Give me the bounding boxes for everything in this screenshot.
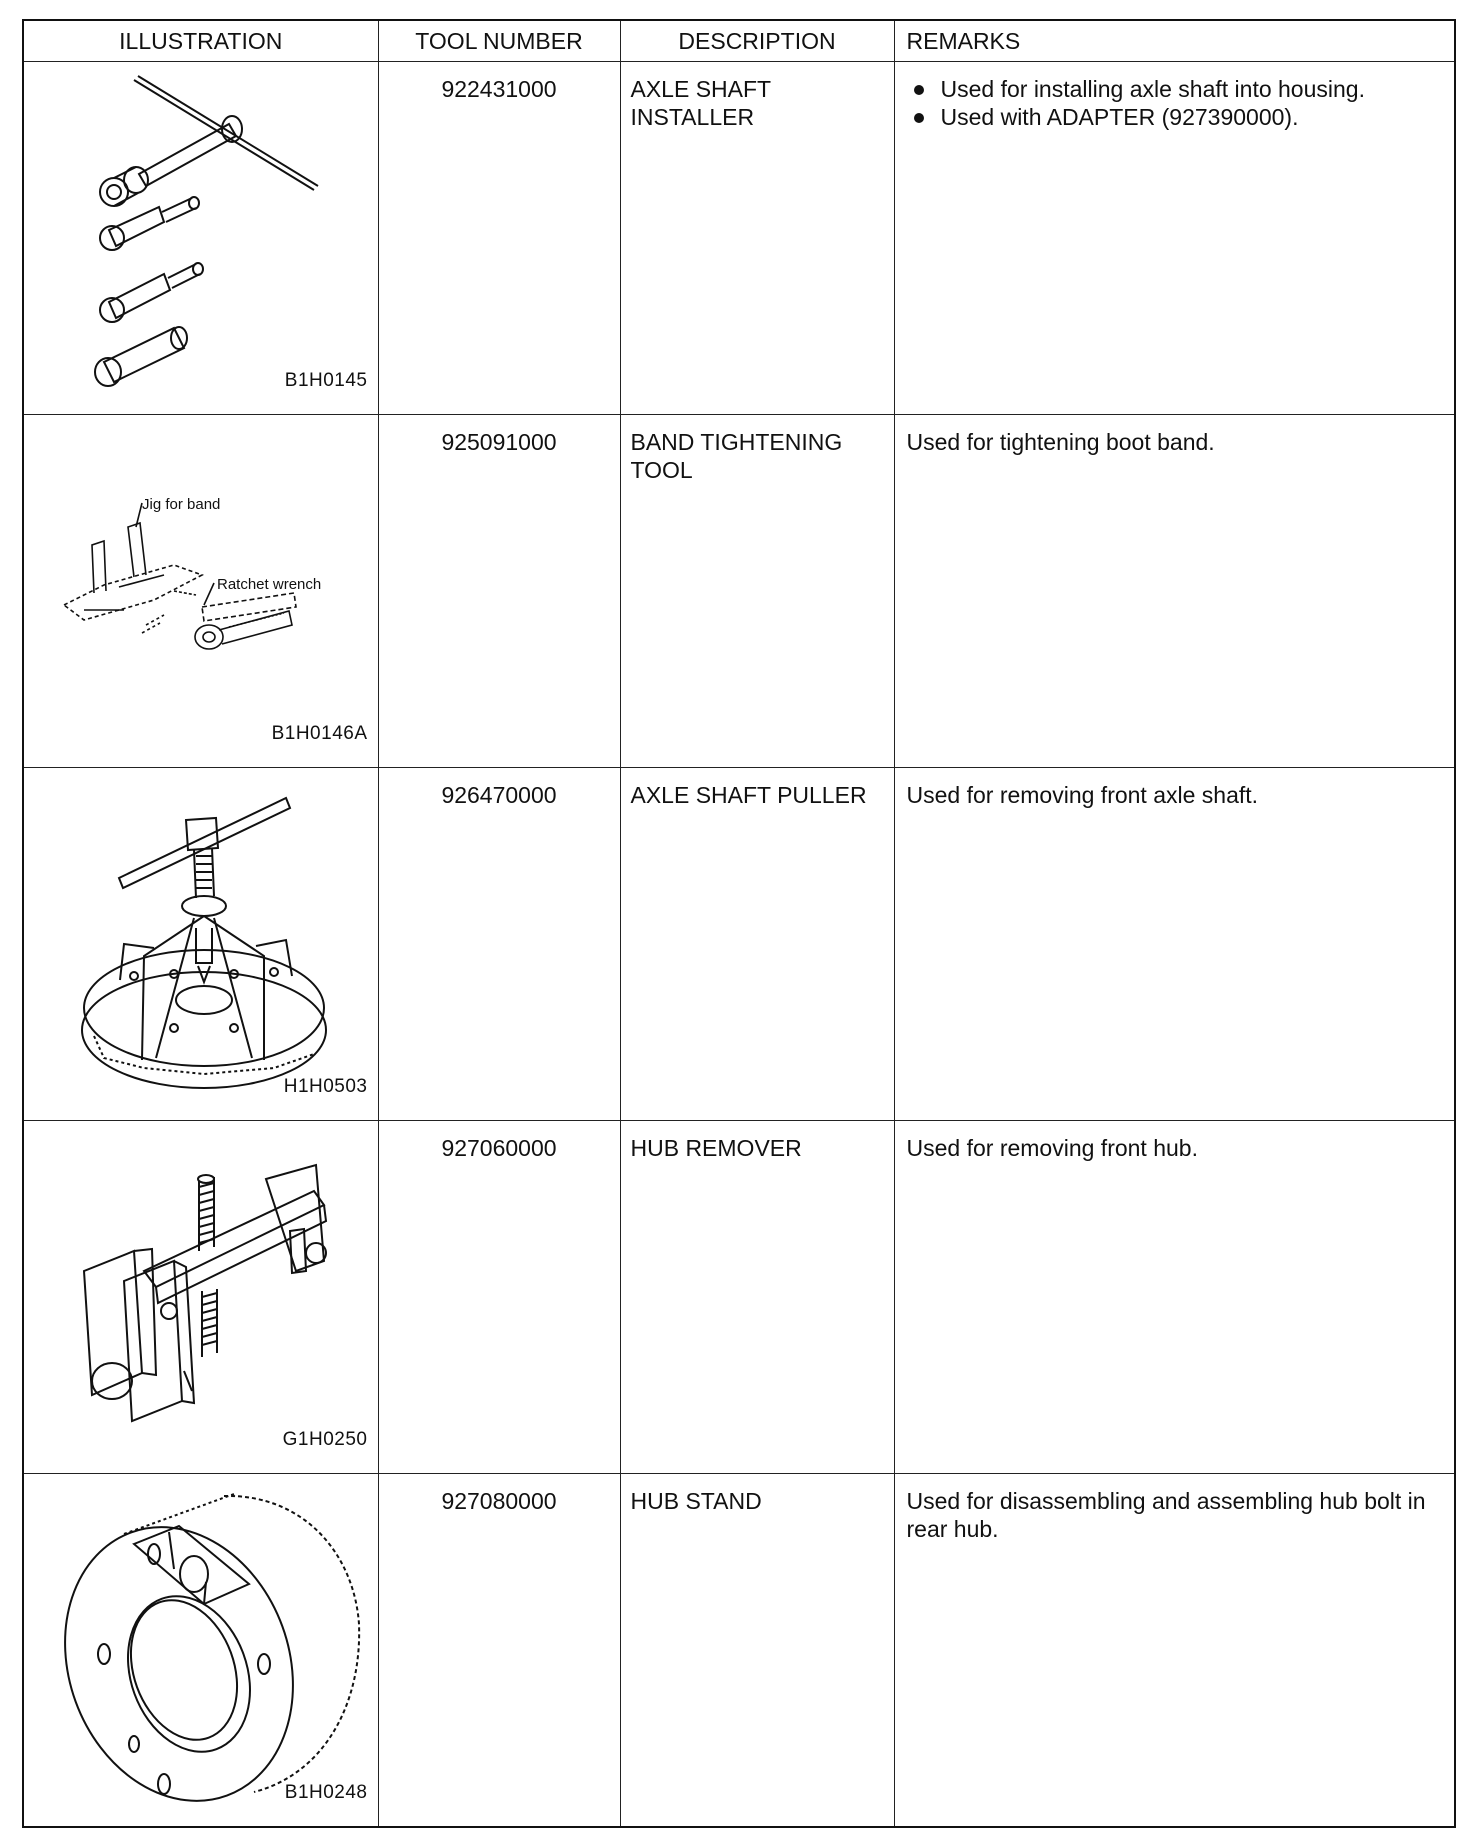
illustration-code: G1H0250: [282, 1429, 368, 1450]
illustration-code: B1H0248: [284, 1782, 368, 1803]
tool-number: 926470000: [378, 768, 620, 1121]
remark-text: Used for removing front hub.: [906, 1135, 1198, 1161]
illustration-code: H1H0503: [283, 1076, 368, 1097]
tool-description: AXLE SHAFT PULLER: [620, 768, 894, 1121]
illustration-cell: [23, 62, 378, 415]
table-row: [23, 415, 1455, 768]
remark-text: Used for removing front axle shaft.: [906, 782, 1259, 808]
remark-text: Used for tightening boot band.: [906, 429, 1215, 455]
axle-shaft-puller-illustration: [24, 768, 379, 1106]
table-row: [23, 1474, 1455, 1828]
special-tools-table: [22, 19, 1456, 1828]
tool-description: HUB REMOVER: [620, 1121, 894, 1474]
label-jig-for-band: Jig for band: [142, 496, 221, 513]
tool-remarks: [894, 768, 1455, 1121]
header-illustration: ILLUSTRATION: [23, 20, 378, 62]
tool-remarks: [894, 62, 1455, 415]
tool-number: 922431000: [378, 62, 620, 415]
header-row: [23, 20, 1455, 62]
label-ratchet-wrench: Ratchet wrench: [217, 576, 322, 593]
tool-description: AXLE SHAFT INSTALLER: [620, 62, 894, 415]
header-tool-number: TOOL NUMBER: [378, 20, 620, 62]
tool-remarks: [894, 1121, 1455, 1474]
illustration-code: B1H0146A: [271, 723, 368, 744]
header-description: DESCRIPTION: [620, 20, 894, 62]
axle-shaft-installer-illustration: [24, 62, 379, 400]
band-tightening-tool-illustration: [24, 415, 379, 753]
tool-remarks: [894, 415, 1455, 768]
illustration-code: B1H0145: [284, 370, 368, 391]
illustration-cell: [23, 1474, 378, 1828]
illustration-cell: [23, 768, 378, 1121]
tool-description: BAND TIGHTENING TOOL: [620, 415, 894, 768]
tool-number: 927060000: [378, 1121, 620, 1474]
remark-item: Used with ADAPTER (927390000).: [907, 104, 1445, 132]
table-row: [23, 768, 1455, 1121]
table-row: [23, 62, 1455, 415]
illustration-cell: [23, 415, 378, 768]
tool-number: 927080000: [378, 1474, 620, 1828]
tool-number: 925091000: [378, 415, 620, 768]
table-row: [23, 1121, 1455, 1474]
hub-stand-illustration: [24, 1474, 379, 1812]
hub-remover-illustration: [24, 1121, 379, 1459]
header-remarks: REMARKS: [894, 20, 1455, 62]
remark-text: Used for disassembling and assembling hub bolt in rear hub.: [906, 1488, 1426, 1542]
tool-description: HUB STAND: [620, 1474, 894, 1828]
illustration-cell: [23, 1121, 378, 1474]
tool-remarks: [894, 1474, 1455, 1828]
remark-item: Used for installing axle shaft into housing.: [907, 76, 1445, 104]
